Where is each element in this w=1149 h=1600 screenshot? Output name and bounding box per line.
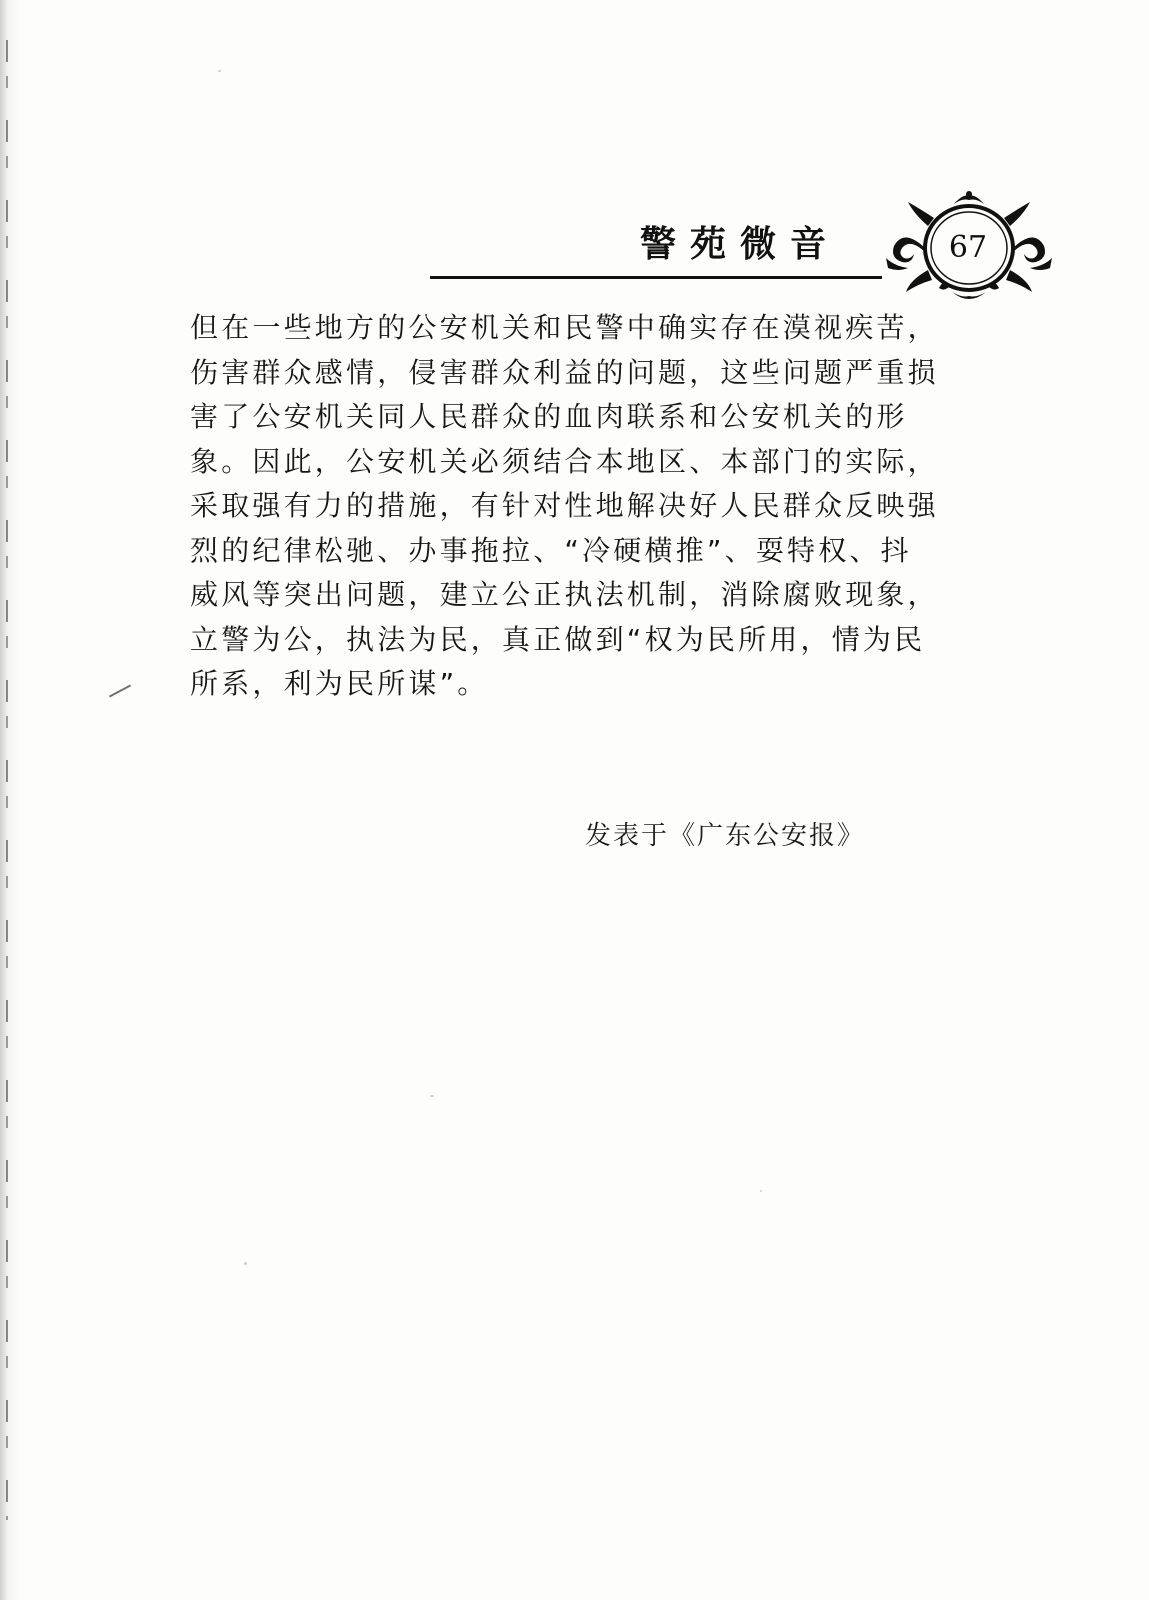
text-line: 害了公安机关同人民群众的血肉联系和公安机关的形 bbox=[190, 400, 908, 433]
section-title: 警苑微音 bbox=[640, 224, 841, 265]
text-line: 伤害群众感情，侵害群众利益的问题，这些问题严重损 bbox=[190, 355, 939, 389]
header-rule bbox=[430, 276, 882, 279]
publication-byline: 发表于《广东公安报》 bbox=[585, 821, 866, 851]
text-line: 但在一些地方的公安机关和民警中确实存在漠视疾苦， bbox=[190, 311, 939, 344]
text-line: 所系，利为民所谋”。 bbox=[190, 667, 489, 700]
scan-speck bbox=[218, 70, 221, 72]
scan-speck bbox=[760, 1190, 762, 1192]
text-line: 威风等突出问题，建立公正执法机制，消除腐败现象， bbox=[190, 578, 939, 611]
text-line: 烈的纪律松驰、办事拖拉、“冷硬横推”、耍特权、抖 bbox=[190, 533, 912, 567]
body-paragraph bbox=[190, 306, 939, 707]
scan-stray-mark bbox=[109, 684, 131, 697]
text-line: 立警为公，执法为民，真正做到“权为民所用，情为民 bbox=[190, 622, 926, 656]
text-line: 采取强有力的措施，有针对性地解决好人民群众反映强 bbox=[190, 489, 939, 522]
scan-speck bbox=[244, 1262, 247, 1265]
page-header bbox=[0, 0, 1149, 310]
page-number: 67 bbox=[948, 230, 988, 265]
scan-speck bbox=[430, 1095, 434, 1097]
text-line: 象。因此，公安机关必须结合本地区、本部门的实际， bbox=[190, 444, 939, 478]
